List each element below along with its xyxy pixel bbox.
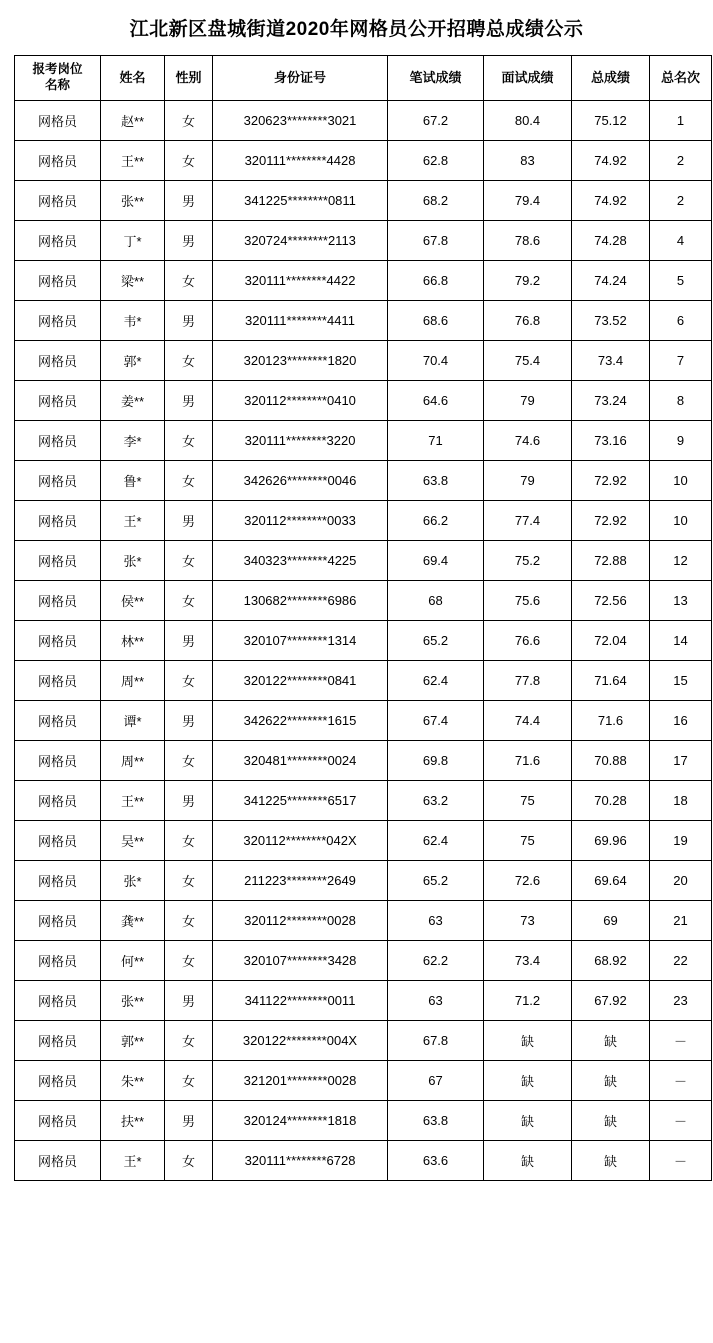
written-score-cell: 62.2 [388, 940, 484, 980]
gender-cell: 男 [165, 1100, 213, 1140]
name-cell: 王** [101, 140, 165, 180]
id-cell: 320112********0028 [213, 900, 388, 940]
gender-cell: 女 [165, 340, 213, 380]
interview-score-cell: 75 [484, 820, 572, 860]
written-score-cell: 66.8 [388, 260, 484, 300]
total-score-cell: 72.92 [572, 500, 650, 540]
gender-cell: 男 [165, 380, 213, 420]
gender-cell: 女 [165, 580, 213, 620]
table-header-row [15, 55, 712, 100]
written-score-cell: 63.8 [388, 1100, 484, 1140]
name-cell: 龚** [101, 900, 165, 940]
gender-cell: 女 [165, 1060, 213, 1100]
post-cell: 网格员 [15, 580, 101, 620]
interview-score-cell: 缺 [484, 1100, 572, 1140]
interview-score-cell: 缺 [484, 1020, 572, 1060]
id-cell: 320111********4428 [213, 140, 388, 180]
gender-cell: 女 [165, 1140, 213, 1180]
total-score-cell: 69.96 [572, 820, 650, 860]
rank-cell: 7 [650, 340, 712, 380]
rank-cell: 13 [650, 580, 712, 620]
gender-cell: 女 [165, 660, 213, 700]
total-score-cell: 75.12 [572, 100, 650, 140]
column-header-gender: 性别 [165, 55, 213, 100]
interview-score-cell: 79.4 [484, 180, 572, 220]
post-cell: 网格员 [15, 1060, 101, 1100]
gender-cell: 女 [165, 740, 213, 780]
post-cell: 网格员 [15, 740, 101, 780]
name-cell: 何** [101, 940, 165, 980]
interview-score-cell: 71.6 [484, 740, 572, 780]
total-score-cell: 67.92 [572, 980, 650, 1020]
rank-cell: － [650, 1020, 712, 1060]
column-header-name: 姓名 [101, 55, 165, 100]
id-cell: 320724********2113 [213, 220, 388, 260]
interview-score-cell: 80.4 [484, 100, 572, 140]
interview-score-cell: 缺 [484, 1140, 572, 1180]
post-cell: 网格员 [15, 820, 101, 860]
gender-cell: 女 [165, 820, 213, 860]
table-row [15, 1060, 712, 1100]
gender-cell: 男 [165, 620, 213, 660]
id-cell: 320111********4411 [213, 300, 388, 340]
rank-cell: 1 [650, 100, 712, 140]
post-cell: 网格员 [15, 340, 101, 380]
gender-cell: 男 [165, 220, 213, 260]
rank-cell: 4 [650, 220, 712, 260]
written-score-cell: 67.8 [388, 1020, 484, 1060]
written-score-cell: 65.2 [388, 620, 484, 660]
post-cell: 网格员 [15, 380, 101, 420]
total-score-cell: 73.52 [572, 300, 650, 340]
name-cell: 张* [101, 540, 165, 580]
post-cell: 网格员 [15, 140, 101, 180]
table-row [15, 260, 712, 300]
gender-cell: 女 [165, 940, 213, 980]
rank-cell: 23 [650, 980, 712, 1020]
total-score-cell: 缺 [572, 1100, 650, 1140]
id-cell: 340323********4225 [213, 540, 388, 580]
written-score-cell: 63 [388, 980, 484, 1020]
table-row [15, 580, 712, 620]
interview-score-cell: 74.6 [484, 420, 572, 460]
table-row [15, 500, 712, 540]
table-row [15, 140, 712, 180]
column-header-total-score: 总成绩 [572, 55, 650, 100]
gender-cell: 女 [165, 860, 213, 900]
column-header-post [15, 55, 101, 100]
table-row [15, 1100, 712, 1140]
id-cell: 320111********4422 [213, 260, 388, 300]
gender-cell: 女 [165, 460, 213, 500]
rank-cell: 9 [650, 420, 712, 460]
post-cell: 网格员 [15, 620, 101, 660]
post-cell: 网格员 [15, 180, 101, 220]
total-score-cell: 69 [572, 900, 650, 940]
rank-cell: － [650, 1140, 712, 1180]
gender-cell: 女 [165, 260, 213, 300]
table-row [15, 1140, 712, 1180]
post-cell: 网格员 [15, 860, 101, 900]
total-score-cell: 74.28 [572, 220, 650, 260]
name-cell: 李* [101, 420, 165, 460]
id-cell: 320112********0033 [213, 500, 388, 540]
table-row [15, 300, 712, 340]
total-score-cell: 68.92 [572, 940, 650, 980]
post-cell: 网格员 [15, 540, 101, 580]
written-score-cell: 63.8 [388, 460, 484, 500]
post-cell: 网格员 [15, 300, 101, 340]
post-cell: 网格员 [15, 940, 101, 980]
post-cell: 网格员 [15, 1020, 101, 1060]
rank-cell: 19 [650, 820, 712, 860]
gender-cell: 女 [165, 100, 213, 140]
interview-score-cell: 75 [484, 780, 572, 820]
id-cell: 320122********0841 [213, 660, 388, 700]
name-cell: 郭* [101, 340, 165, 380]
table-row [15, 900, 712, 940]
gender-cell: 女 [165, 1020, 213, 1060]
id-cell: 320122********004X [213, 1020, 388, 1060]
name-cell: 梁** [101, 260, 165, 300]
interview-score-cell: 73.4 [484, 940, 572, 980]
gender-cell: 男 [165, 980, 213, 1020]
post-cell: 网格员 [15, 220, 101, 260]
name-cell: 扶** [101, 1100, 165, 1140]
name-cell: 周** [101, 740, 165, 780]
total-score-cell: 缺 [572, 1140, 650, 1180]
id-cell: 341122********0011 [213, 980, 388, 1020]
table-row [15, 620, 712, 660]
table-row [15, 780, 712, 820]
post-cell: 网格员 [15, 500, 101, 540]
rank-cell: 6 [650, 300, 712, 340]
interview-score-cell: 76.6 [484, 620, 572, 660]
interview-score-cell: 79 [484, 460, 572, 500]
id-cell: 342626********0046 [213, 460, 388, 500]
post-cell: 网格员 [15, 1140, 101, 1180]
total-score-cell: 72.88 [572, 540, 650, 580]
rank-cell: 16 [650, 700, 712, 740]
written-score-cell: 63 [388, 900, 484, 940]
id-cell: 341225********0811 [213, 180, 388, 220]
interview-score-cell: 78.6 [484, 220, 572, 260]
rank-cell: 8 [650, 380, 712, 420]
gender-cell: 女 [165, 140, 213, 180]
name-cell: 王* [101, 500, 165, 540]
post-cell: 网格员 [15, 260, 101, 300]
name-cell: 王* [101, 1140, 165, 1180]
interview-score-cell: 75.6 [484, 580, 572, 620]
post-cell: 网格员 [15, 980, 101, 1020]
rank-cell: 2 [650, 180, 712, 220]
id-cell: 130682********6986 [213, 580, 388, 620]
total-score-cell: 71.6 [572, 700, 650, 740]
post-cell: 网格员 [15, 900, 101, 940]
gender-cell: 男 [165, 300, 213, 340]
table-row [15, 820, 712, 860]
written-score-cell: 65.2 [388, 860, 484, 900]
total-score-cell: 74.24 [572, 260, 650, 300]
table-row [15, 700, 712, 740]
rank-cell: 10 [650, 460, 712, 500]
total-score-cell: 69.64 [572, 860, 650, 900]
total-score-cell: 71.64 [572, 660, 650, 700]
post-cell: 网格员 [15, 1100, 101, 1140]
written-score-cell: 68 [388, 580, 484, 620]
rank-cell: 10 [650, 500, 712, 540]
id-cell: 320623********3021 [213, 100, 388, 140]
name-cell: 王** [101, 780, 165, 820]
name-cell: 侯** [101, 580, 165, 620]
interview-score-cell: 77.8 [484, 660, 572, 700]
rank-cell: 14 [650, 620, 712, 660]
total-score-cell: 72.92 [572, 460, 650, 500]
gender-cell: 男 [165, 500, 213, 540]
name-cell: 韦* [101, 300, 165, 340]
written-score-cell: 70.4 [388, 340, 484, 380]
id-cell: 320107********1314 [213, 620, 388, 660]
table-row [15, 180, 712, 220]
rank-cell: 2 [650, 140, 712, 180]
results-table [14, 55, 712, 1181]
column-header-post-line1: 报考岗位 [32, 62, 83, 77]
name-cell: 周** [101, 660, 165, 700]
rank-cell: 12 [650, 540, 712, 580]
column-header-id: 身份证号 [213, 55, 388, 100]
table-row [15, 380, 712, 420]
post-cell: 网格员 [15, 700, 101, 740]
written-score-cell: 67.2 [388, 100, 484, 140]
table-header [15, 55, 712, 100]
total-score-cell: 缺 [572, 1060, 650, 1100]
written-score-cell: 64.6 [388, 380, 484, 420]
total-score-cell: 74.92 [572, 180, 650, 220]
name-cell: 朱** [101, 1060, 165, 1100]
name-cell: 张** [101, 980, 165, 1020]
table-row [15, 340, 712, 380]
written-score-cell: 63.2 [388, 780, 484, 820]
total-score-cell: 73.4 [572, 340, 650, 380]
gender-cell: 男 [165, 180, 213, 220]
written-score-cell: 67.8 [388, 220, 484, 260]
table-row [15, 540, 712, 580]
total-score-cell: 70.28 [572, 780, 650, 820]
written-score-cell: 66.2 [388, 500, 484, 540]
interview-score-cell: 74.4 [484, 700, 572, 740]
written-score-cell: 68.6 [388, 300, 484, 340]
name-cell: 张** [101, 180, 165, 220]
id-cell: 341225********6517 [213, 780, 388, 820]
page-title: 江北新区盘城街道2020年网格员公开招聘总成绩公示 [129, 19, 584, 40]
rank-cell: 21 [650, 900, 712, 940]
total-score-cell: 70.88 [572, 740, 650, 780]
name-cell: 郭** [101, 1020, 165, 1060]
total-score-cell: 73.24 [572, 380, 650, 420]
total-score-cell: 74.92 [572, 140, 650, 180]
total-score-cell: 缺 [572, 1020, 650, 1060]
table-row [15, 1020, 712, 1060]
id-cell: 320111********6728 [213, 1140, 388, 1180]
name-cell: 吴** [101, 820, 165, 860]
id-cell: 320107********3428 [213, 940, 388, 980]
name-cell: 张* [101, 860, 165, 900]
interview-score-cell: 缺 [484, 1060, 572, 1100]
written-score-cell: 62.4 [388, 820, 484, 860]
id-cell: 320123********1820 [213, 340, 388, 380]
interview-score-cell: 73 [484, 900, 572, 940]
total-score-cell: 72.56 [572, 580, 650, 620]
total-score-cell: 72.04 [572, 620, 650, 660]
written-score-cell: 62.4 [388, 660, 484, 700]
id-cell: 320111********3220 [213, 420, 388, 460]
column-header-rank: 总名次 [650, 55, 712, 100]
written-score-cell: 68.2 [388, 180, 484, 220]
id-cell: 320112********0410 [213, 380, 388, 420]
id-cell: 320481********0024 [213, 740, 388, 780]
written-score-cell: 69.4 [388, 540, 484, 580]
interview-score-cell: 77.4 [484, 500, 572, 540]
total-score-cell: 73.16 [572, 420, 650, 460]
interview-score-cell: 83 [484, 140, 572, 180]
written-score-cell: 69.8 [388, 740, 484, 780]
table-row [15, 940, 712, 980]
table-body [15, 100, 712, 1180]
written-score-cell: 71 [388, 420, 484, 460]
post-cell: 网格员 [15, 420, 101, 460]
name-cell: 姜** [101, 380, 165, 420]
id-cell: 320112********042X [213, 820, 388, 860]
table-row [15, 220, 712, 260]
post-cell: 网格员 [15, 780, 101, 820]
name-cell: 林** [101, 620, 165, 660]
rank-cell: 17 [650, 740, 712, 780]
gender-cell: 女 [165, 900, 213, 940]
rank-cell: 5 [650, 260, 712, 300]
id-cell: 342622********1615 [213, 700, 388, 740]
gender-cell: 男 [165, 700, 213, 740]
id-cell: 321201********0028 [213, 1060, 388, 1100]
id-cell: 211223********2649 [213, 860, 388, 900]
table-row [15, 660, 712, 700]
interview-score-cell: 75.2 [484, 540, 572, 580]
post-cell: 网格员 [15, 660, 101, 700]
gender-cell: 女 [165, 540, 213, 580]
written-score-cell: 62.8 [388, 140, 484, 180]
column-header-written-score: 笔试成绩 [388, 55, 484, 100]
rank-cell: 15 [650, 660, 712, 700]
rank-cell: 18 [650, 780, 712, 820]
written-score-cell: 67 [388, 1060, 484, 1100]
table-row [15, 980, 712, 1020]
name-cell: 谭* [101, 700, 165, 740]
interview-score-cell: 79.2 [484, 260, 572, 300]
interview-score-cell: 76.8 [484, 300, 572, 340]
gender-cell: 男 [165, 780, 213, 820]
table-row [15, 860, 712, 900]
interview-score-cell: 72.6 [484, 860, 572, 900]
rank-cell: － [650, 1100, 712, 1140]
name-cell: 丁* [101, 220, 165, 260]
column-header-interview-score: 面试成绩 [484, 55, 572, 100]
table-row [15, 100, 712, 140]
table-row [15, 420, 712, 460]
rank-cell: 22 [650, 940, 712, 980]
post-cell: 网格员 [15, 100, 101, 140]
gender-cell: 女 [165, 420, 213, 460]
id-cell: 320124********1818 [213, 1100, 388, 1140]
written-score-cell: 67.4 [388, 700, 484, 740]
post-cell: 网格员 [15, 460, 101, 500]
name-cell: 赵** [101, 100, 165, 140]
table-row [15, 460, 712, 500]
interview-score-cell: 79 [484, 380, 572, 420]
name-cell: 鲁* [101, 460, 165, 500]
interview-score-cell: 75.4 [484, 340, 572, 380]
rank-cell: － [650, 1060, 712, 1100]
table-row [15, 740, 712, 780]
rank-cell: 20 [650, 860, 712, 900]
interview-score-cell: 71.2 [484, 980, 572, 1020]
column-header-post-line2: 名称 [44, 77, 70, 92]
written-score-cell: 63.6 [388, 1140, 484, 1180]
